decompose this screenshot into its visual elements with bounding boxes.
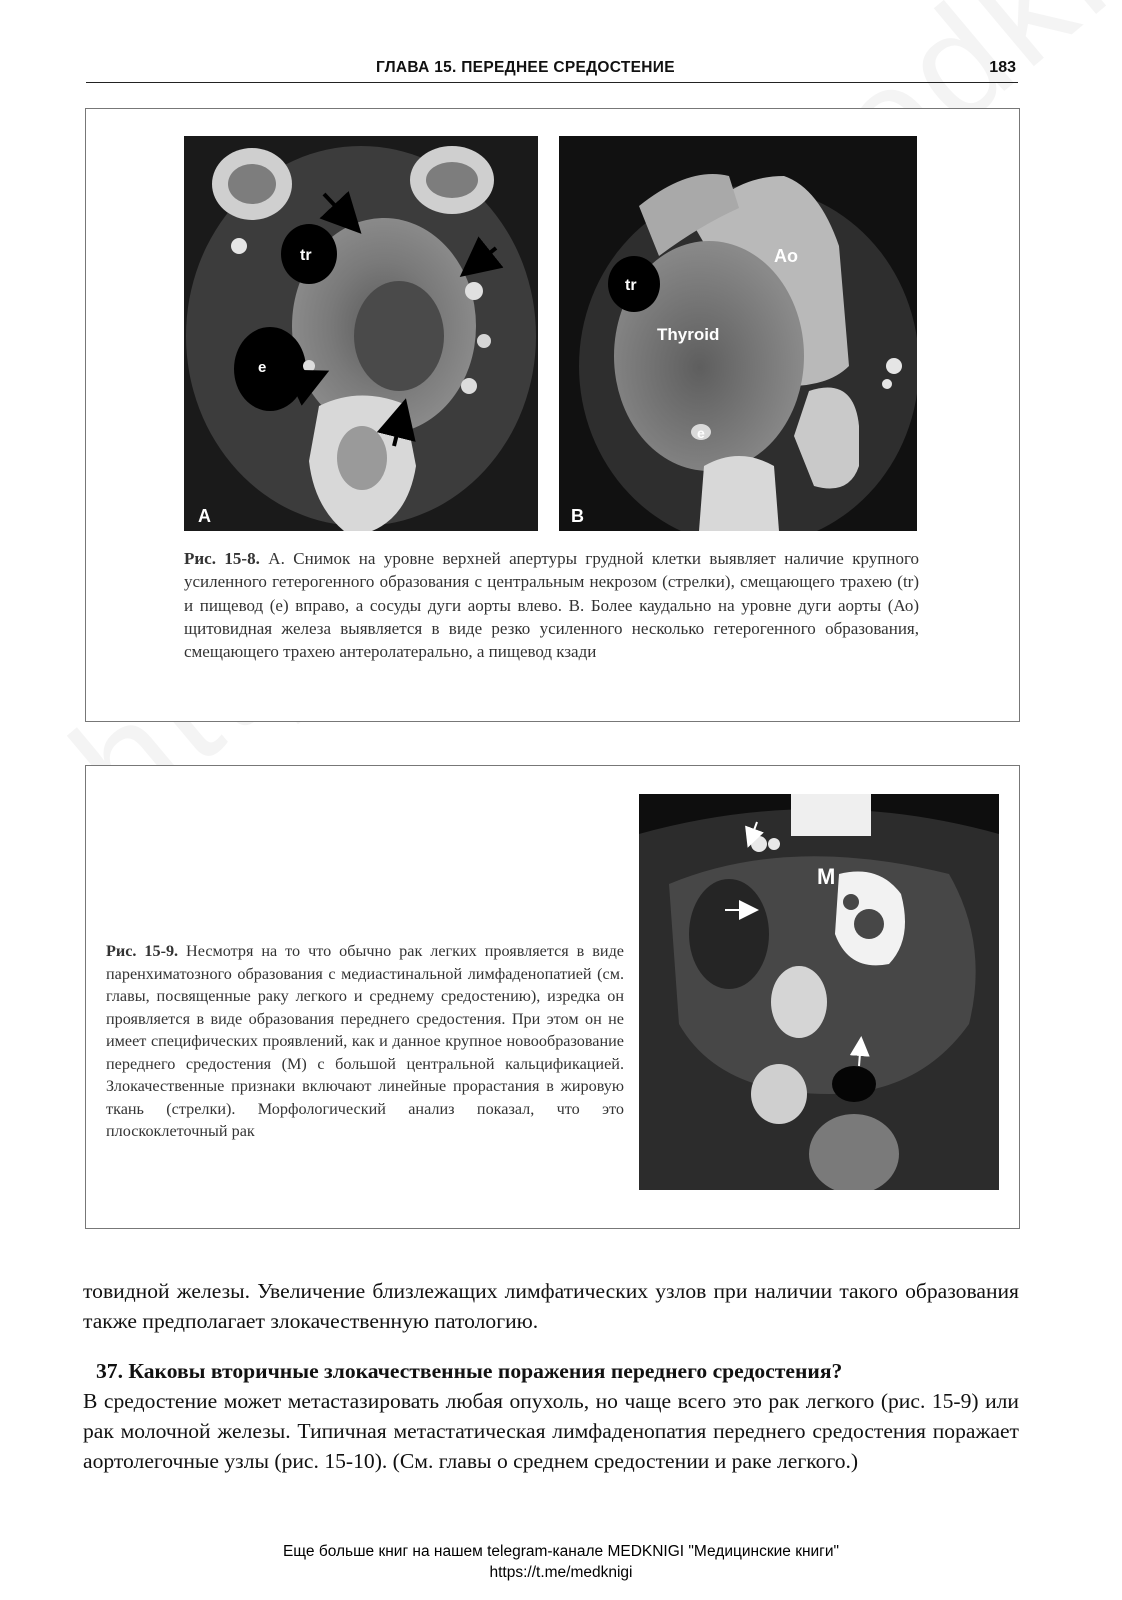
- caption-lead: Рис. 15-8.: [184, 549, 260, 568]
- footer-link[interactable]: https://t.me/medknigi: [489, 1564, 633, 1581]
- panel-letter-b: B: [571, 506, 584, 526]
- label-esophagus-b: e: [697, 425, 705, 441]
- running-header: [86, 56, 1018, 83]
- ct-scan-panel-a: [184, 136, 538, 531]
- panel-letter-a: A: [198, 506, 211, 526]
- label-thyroid: Thyroid: [657, 325, 720, 344]
- figure-15-8: [85, 108, 1020, 722]
- paragraph-answer-37: В средостение может метастазировать любая опухоль, но чаще всего это рак легкого (рис. 15-9) или рак молочной железы. Типичная метастатическая лимфаденопатия переднего средостения поражает аортолегочные узлы (рис. 15-10). (См. главы о среднем средостении и раке легкого.): [83, 1389, 1019, 1473]
- figure-15-9-caption: [106, 940, 624, 1143]
- label-trachea-b: tr: [625, 277, 637, 294]
- label-trachea: tr: [300, 247, 312, 264]
- caption-text: Несмотря на то что обычно рак легких проявляется в виде паренхиматозного образования с медиастинальной лимфаденопатией (см. главы, посвященные раку легкого и среднему средостению), изредка он проявляется в виде образования переднего средостения. При этом он не имеет специфических проявлений, как и данное крупное новообразование переднего средостения (М) с большой центральной кальцификацией. Злокачественные признаки включают линейные прорастания в жировую ткань (стрелки). Морфологический анализ показал, что это плоскоклеточный рак: [106, 942, 624, 1140]
- figure-15-9: [85, 765, 1020, 1229]
- ct-scan-mediastinum: [639, 794, 999, 1190]
- page-number: 183: [989, 59, 1016, 76]
- footer-promo-line: Еще больше книг на нашем telegram-канале MEDKNIGI "Медицинские книги": [282, 1543, 840, 1560]
- label-mass: M: [817, 864, 836, 889]
- paragraph-continuation: товидной железы. Увеличение близлежащих лимфатических узлов при наличии такого образования также предполагает злокачественную патологию.: [83, 1279, 1019, 1333]
- question-37-heading: 37. Каковы вторичные злокачественные поражения переднего средостения?: [96, 1359, 843, 1383]
- figure-15-8-caption: [184, 547, 919, 663]
- label-esophagus: e: [258, 359, 267, 376]
- ct-scan-panel-b: [559, 136, 917, 531]
- chapter-title: ГЛАВА 15. ПЕРЕДНЕЕ СРЕДОСТЕНИЕ: [376, 59, 675, 76]
- caption-text: А. Снимок на уровне верхней апертуры грудной клетки выявляет наличие крупного усиленного гетерогенного образования с центральным некрозом (стрелки), смещающего трахею (tr) и пищевод (е) вправо, а сосуды дуги аорты влево. В. Более каудально на уровне дуги аорты (Ао) щитовидная железа выявляется в виде резко усиленного несколько гетерогенного образования, смещающего трахею антеролатерально, а пищевод кзади: [184, 549, 920, 662]
- label-aorta: Ao: [774, 246, 798, 266]
- caption-lead: Рис. 15-9.: [106, 942, 179, 960]
